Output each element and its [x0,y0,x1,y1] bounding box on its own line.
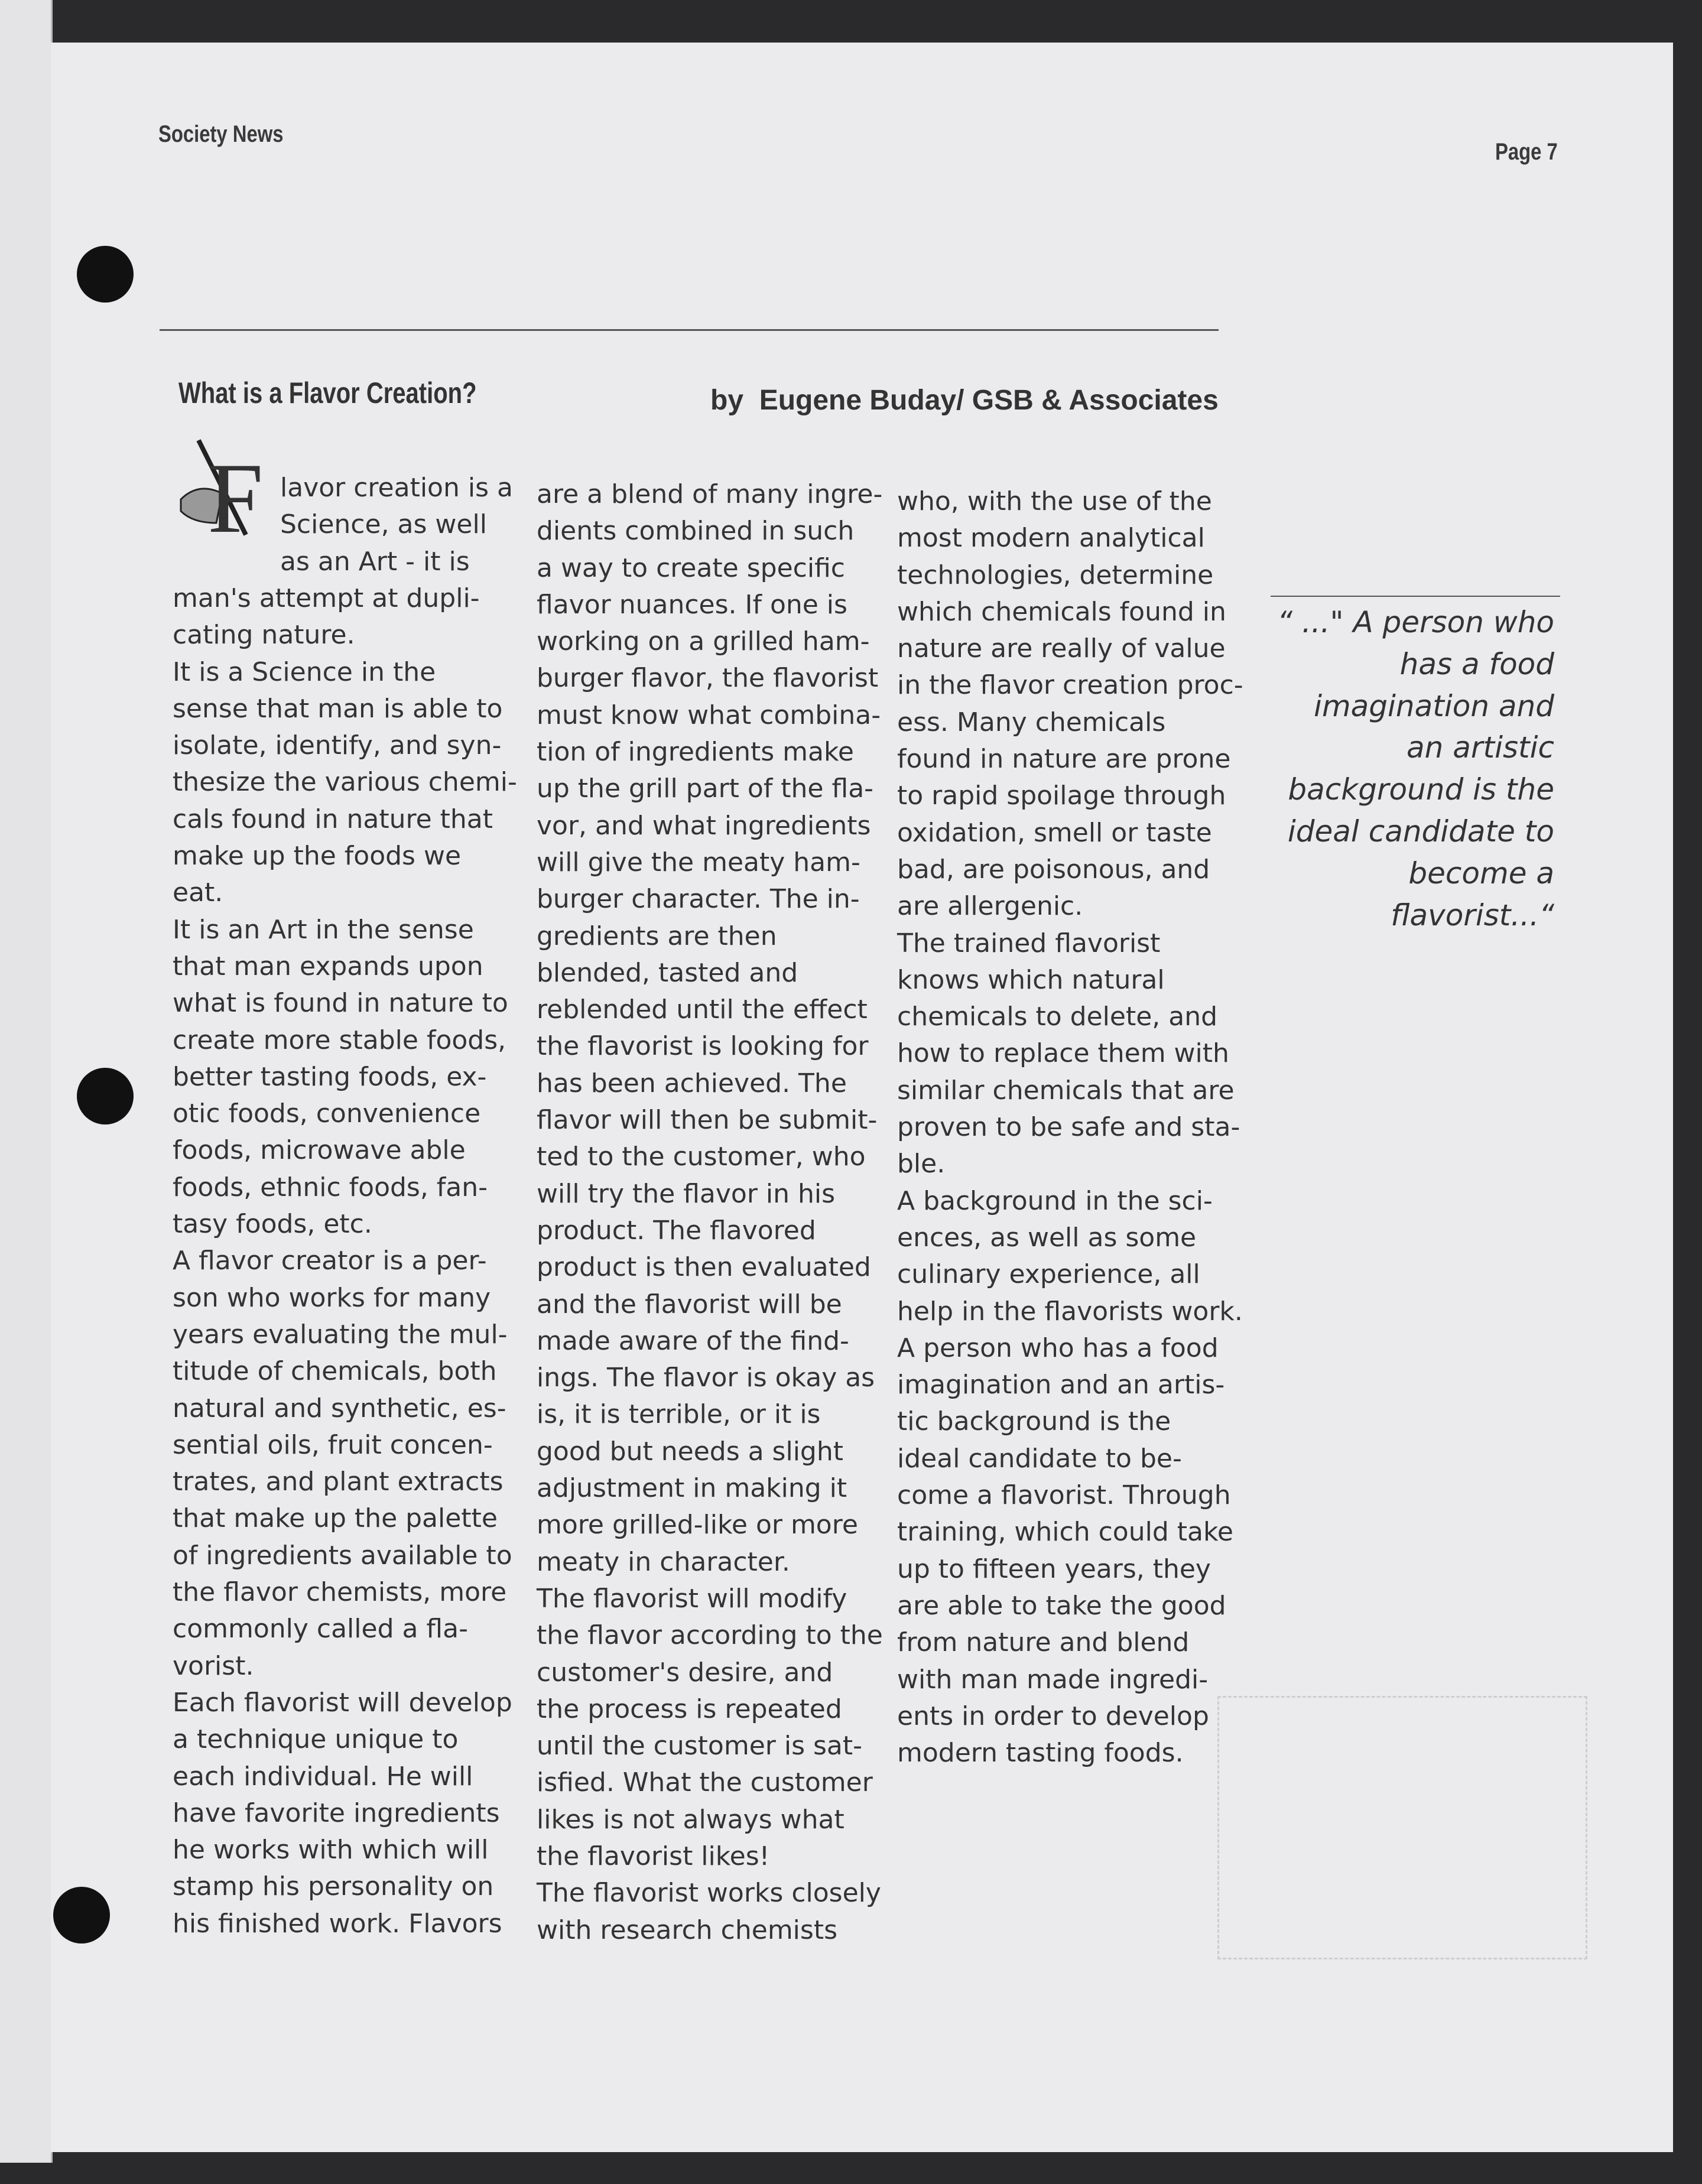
text-line: gredients are then [537,921,777,951]
text-line: with man made ingredi- [897,1664,1209,1695]
text-line: that make up the palette [173,1503,498,1534]
text-line: burger flavor, the flavorist [537,663,879,694]
text-line: that man expands upon [173,951,483,982]
text-line: more grilled-like or more [537,1510,858,1540]
text-line: the flavor chemists, more [173,1577,507,1608]
text-line: will try the flavor in his [537,1178,836,1209]
text-line: ents in order to develop [897,1701,1209,1731]
text-line: are a blend of many ingre- [537,479,883,509]
text-line: It is a Science in the [173,656,436,687]
text-line: have favorite ingredients [173,1798,500,1828]
text-line: likes is not always what [537,1804,844,1835]
drop-cap-illustration [175,434,275,541]
text-line: oxidation, smell or taste [897,817,1212,848]
text-line: cals found in nature that [173,804,493,834]
text-line: will give the meaty ham- [537,847,860,878]
text-line: imagination and an artis- [897,1370,1225,1400]
text-line: sense that man is able to [173,693,503,724]
text-line: make up the foods we [173,841,462,872]
text-line: ted to the customer, who [537,1142,866,1172]
text-line: tion of ingredients make [537,737,854,768]
text-line: burger character. The in- [537,884,860,915]
text-line: his finished work. Flavors [173,1908,502,1939]
text-line: become a [1408,856,1554,890]
text-line: what is found in nature to [173,988,508,1019]
text-line: foods, ethnic foods, fan- [173,1172,488,1202]
text-line: help in the flavorists work. [897,1296,1243,1327]
text-line: dients combined in such [537,516,855,547]
page-number: Page 7 [1495,139,1558,165]
text-line: as an Art - it is [280,546,470,577]
text-line: create more stable foods, [173,1025,506,1055]
text-line: trates, and plant extracts [173,1467,504,1497]
column-3 [897,483,1243,1772]
text-line: are able to take the good [897,1590,1226,1621]
text-line: It is an Art in the sense [173,914,474,945]
text-line: eat. [173,878,223,908]
text-line: up to fifteen years, they [897,1554,1211,1584]
text-line: which chemicals found in [897,596,1226,627]
column-2 [537,476,883,1949]
text-line: good but needs a slight [537,1436,843,1467]
text-line: flavorist...“ [1391,898,1554,932]
text-line: natural and synthetic, es- [173,1393,506,1424]
text-line: “ ..." A person who [1277,605,1554,639]
text-line: thesize the various chemi- [173,767,517,798]
text-line: blended, tasted and [537,957,798,988]
text-line: reblended until the effect [537,994,868,1025]
column-1 [173,580,517,1942]
pull-quote-rule [1271,596,1560,597]
text-line: an artistic [1407,730,1554,765]
text-line: tic background is the [897,1406,1171,1437]
text-line: is, it is terrible, or it is [537,1399,821,1430]
text-line: isfied. What the customer [537,1767,873,1798]
text-line: to rapid spoilage through [897,781,1226,811]
text-line: similar chemicals that are [897,1075,1235,1106]
text-line: the flavor according to the [537,1620,883,1651]
publication-name: Society News [158,121,284,147]
text-line: he works with which will [173,1835,489,1866]
text-line: chemicals to delete, and [897,1002,1218,1032]
text-line: knows which natural [897,964,1165,995]
text-line: a technique unique to [173,1724,459,1755]
text-line: with research chemists [537,1915,838,1945]
adjacent-page-edge [0,0,53,2163]
text-line: who, with the use of the [897,486,1212,516]
text-line: The flavorist works closely [537,1878,881,1909]
text-line: vorist. [173,1650,254,1681]
text-line: ings. The flavor is okay as [537,1363,875,1393]
text-line: imagination and [1314,688,1554,723]
text-line: how to replace them with [897,1038,1229,1069]
text-line: tasy foods, etc. [173,1209,372,1240]
text-line: nature are really of value [897,633,1226,664]
text-line: foods, microwave able [173,1135,466,1166]
text-line: isolate, identify, and syn- [173,730,502,761]
text-line: each individual. He will [173,1761,473,1792]
text-line: up the grill part of the fla- [537,774,874,804]
text-line: A person who has a food [897,1332,1219,1363]
punch-hole [53,1887,110,1944]
text-line: the flavorist is looking for [537,1031,869,1062]
text-line: sential oils, fruit concen- [173,1429,493,1460]
text-line: the process is repeated [537,1694,842,1724]
article-byline: by Eugene Buday/ GSB & Associates [710,385,1219,416]
text-line: culinary experience, all [897,1259,1200,1290]
header-rule [160,329,1219,331]
text-line: titude of chemicals, both [173,1356,497,1387]
svg-text:F: F [207,443,264,541]
text-line: years evaluating the mul- [173,1319,508,1350]
text-line: are allergenic. [897,891,1083,922]
text-line: training, which could take [897,1517,1233,1548]
text-line: a way to create specific [537,552,845,583]
text-line: The trained flavorist [897,928,1161,958]
text-line: made aware of the find- [537,1325,849,1356]
text-line: vor, and what ingredients [537,810,871,841]
text-line: found in nature are prone [897,744,1231,775]
text-line: and the flavorist will be [537,1289,842,1320]
text-line: has been achieved. The [537,1068,847,1098]
punch-hole [77,1068,134,1124]
text-line: product is then evaluated [537,1252,871,1283]
text-line: ences, as well as some [897,1222,1197,1253]
text-line: ideal candidate to be- [897,1443,1182,1474]
text-line: come a flavorist. Through [897,1480,1231,1511]
pull-quote [1253,602,1554,936]
text-line: modern tasting foods. [897,1738,1184,1769]
text-line: product. The flavored [537,1215,816,1246]
text-line: proven to be safe and sta- [897,1112,1240,1143]
article-title: What is a Flavor Creation? [178,376,477,410]
text-line: adjustment in making it [537,1473,847,1504]
text-line: must know what combina- [537,700,881,730]
text-line: most modern analytical [897,523,1205,554]
text-line: ideal candidate to [1287,814,1554,849]
text-line: in the flavor creation proc- [897,670,1243,701]
text-line: ess. Many chemicals [897,707,1166,737]
text-line: The flavorist will modify [537,1583,847,1614]
text-line: working on a grilled ham- [537,626,870,657]
text-line: otic foods, convenience [173,1098,481,1129]
faded-illustration [1217,1696,1587,1959]
column-1-intro [280,470,513,580]
text-line: Science, as well [280,509,487,540]
text-line: flavor will then be submit- [537,1105,878,1136]
text-line: flavor nuances. If one is [537,589,847,620]
text-line: background is the [1288,772,1554,807]
text-line: man's attempt at dupli- [173,583,480,613]
text-line: stamp his personality on [173,1871,494,1902]
text-line: customer's desire, and [537,1657,833,1688]
text-line: lavor creation is a [280,473,513,503]
text-line: A flavor creator is a per- [173,1246,487,1276]
text-line: meaty in character. [537,1546,790,1577]
text-line: has a food [1399,646,1554,681]
text-line: from nature and blend [897,1627,1190,1658]
quill-hand-icon [175,434,275,541]
text-line: better tasting foods, ex- [173,1061,487,1092]
text-line: ble. [897,1149,946,1179]
text-line: bad, are poisonous, and [897,854,1210,885]
text-line: the flavorist likes! [537,1841,770,1871]
text-line: A background in the sci- [897,1185,1213,1216]
text-line: Each flavorist will develop [173,1687,512,1718]
punch-hole [77,246,134,303]
text-line: cating nature. [173,620,355,651]
text-line: commonly called a fla- [173,1614,468,1644]
text-line: until the customer is sat- [537,1731,862,1762]
text-line: son who works for many [173,1282,491,1313]
text-line: of ingredients available to [173,1540,512,1571]
text-line: technologies, determine [897,560,1214,590]
